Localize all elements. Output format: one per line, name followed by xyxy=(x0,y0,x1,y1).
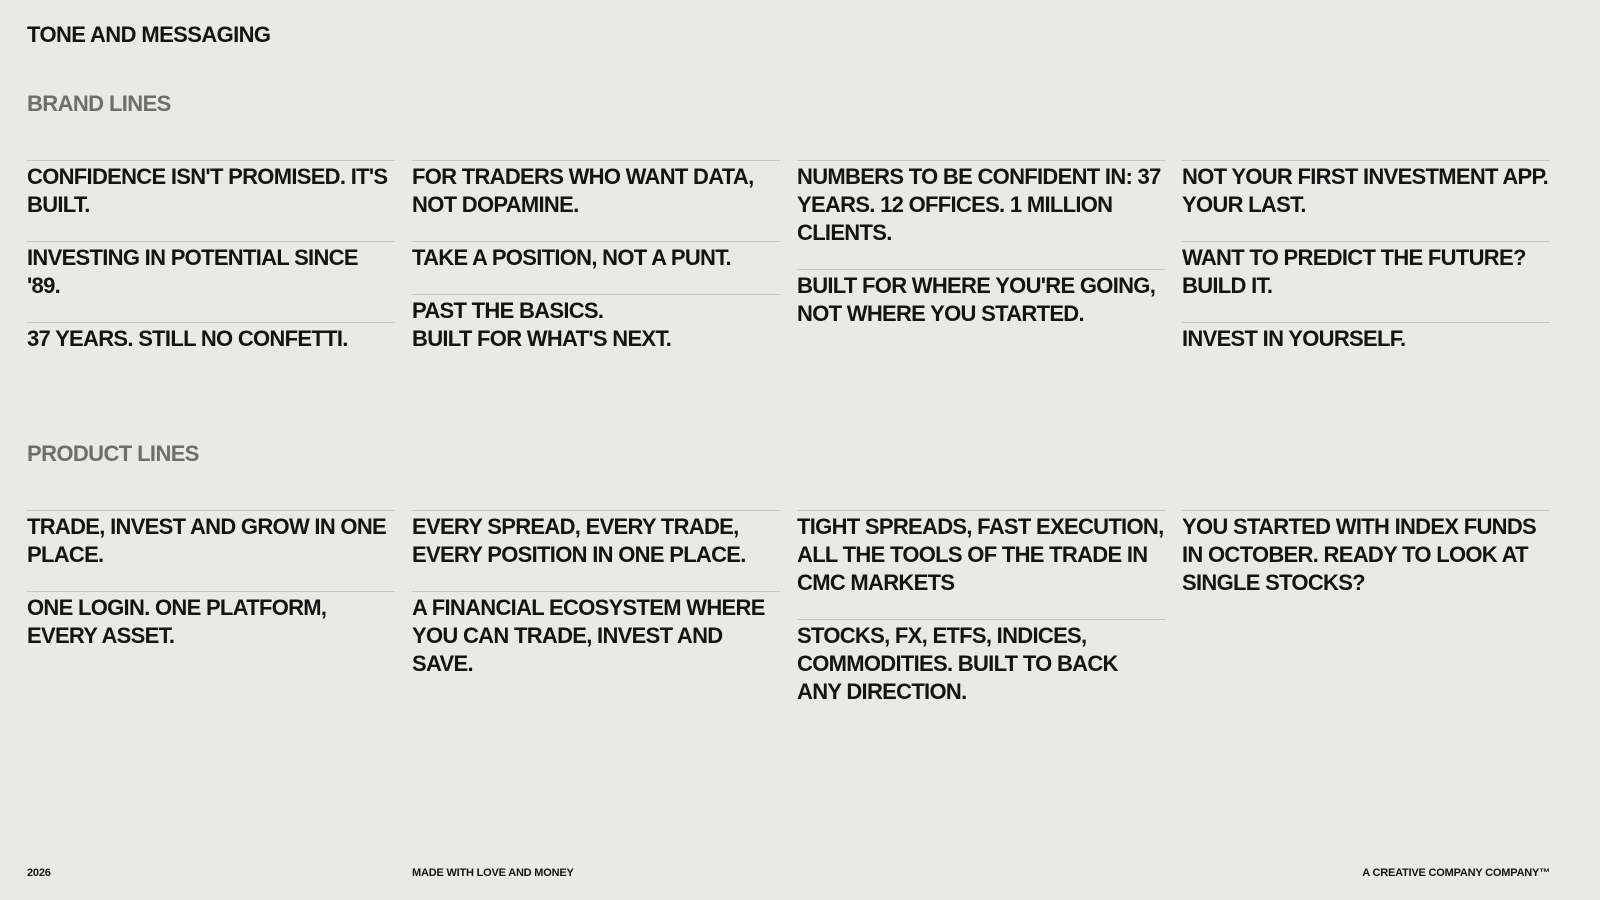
product-line: A FINANCIAL ECOSYSTEM WHERE YOU CAN TRADE, INVEST AND SAVE. xyxy=(412,591,780,700)
brand-column xyxy=(412,160,780,375)
product-lines-title: PRODUCT LINES xyxy=(27,441,199,466)
brand-line: NOT YOUR FIRST INVESTMENT APP. YOUR LAST. xyxy=(1182,160,1550,241)
brand-line: INVESTING IN POTENTIAL SINCE '89. xyxy=(27,241,395,322)
brand-line: INVEST IN YOURSELF. xyxy=(1182,322,1550,375)
brand-lines-title: BRAND LINES xyxy=(27,91,171,116)
product-column xyxy=(412,510,780,700)
product-lines-grid xyxy=(27,510,1550,728)
brand-line: BUILT FOR WHERE YOU'RE GOING, NOT WHERE YOU STARTED. xyxy=(797,269,1165,350)
brand-line: WANT TO PREDICT THE FUTURE? BUILD IT. xyxy=(1182,241,1550,322)
footer-year: 2026 xyxy=(27,867,51,879)
product-line: ONE LOGIN. ONE PLATFORM, EVERY ASSET. xyxy=(27,591,395,672)
product-line: STOCKS, FX, ETFS, INDICES, COMMODITIES. BUILT TO BACK ANY DIRECTION. xyxy=(797,619,1165,728)
brand-line: PAST THE BASICS. BUILT FOR WHAT'S NEXT. xyxy=(412,294,780,375)
product-line: TRADE, INVEST AND GROW IN ONE PLACE. xyxy=(27,510,395,591)
brand-line: TAKE A POSITION, NOT A PUNT. xyxy=(412,241,780,294)
brand-line: NUMBERS TO BE CONFIDENT IN: 37 YEARS. 12 OFFICES. 1 MILLION CLIENTS. xyxy=(797,160,1165,269)
footer-company: A CREATIVE COMPANY COMPANY™ xyxy=(1362,867,1550,879)
product-column xyxy=(797,510,1165,728)
product-line: TIGHT SPREADS, FAST EXECUTION, ALL THE TOOLS OF THE TRADE IN CMC MARKETS xyxy=(797,510,1165,619)
product-line: YOU STARTED WITH INDEX FUNDS IN OCTOBER. READY TO LOOK AT SINGLE STOCKS? xyxy=(1182,510,1550,619)
brand-line: CONFIDENCE ISN'T PROMISED. IT'S BUILT. xyxy=(27,160,395,241)
brand-line: FOR TRADERS WHO WANT DATA, NOT DOPAMINE. xyxy=(412,160,780,241)
product-column xyxy=(1182,510,1550,619)
brand-line: 37 YEARS. STILL NO CONFETTI. xyxy=(27,322,395,375)
brand-column xyxy=(27,160,395,375)
footer-tagline: MADE WITH LOVE AND MONEY xyxy=(412,867,574,879)
product-line: EVERY SPREAD, EVERY TRADE, EVERY POSITION IN ONE PLACE. xyxy=(412,510,780,591)
brand-lines-grid xyxy=(27,160,1550,375)
brand-column xyxy=(797,160,1165,350)
product-column xyxy=(27,510,395,672)
page-title: TONE AND MESSAGING xyxy=(27,22,271,47)
brand-column xyxy=(1182,160,1550,375)
